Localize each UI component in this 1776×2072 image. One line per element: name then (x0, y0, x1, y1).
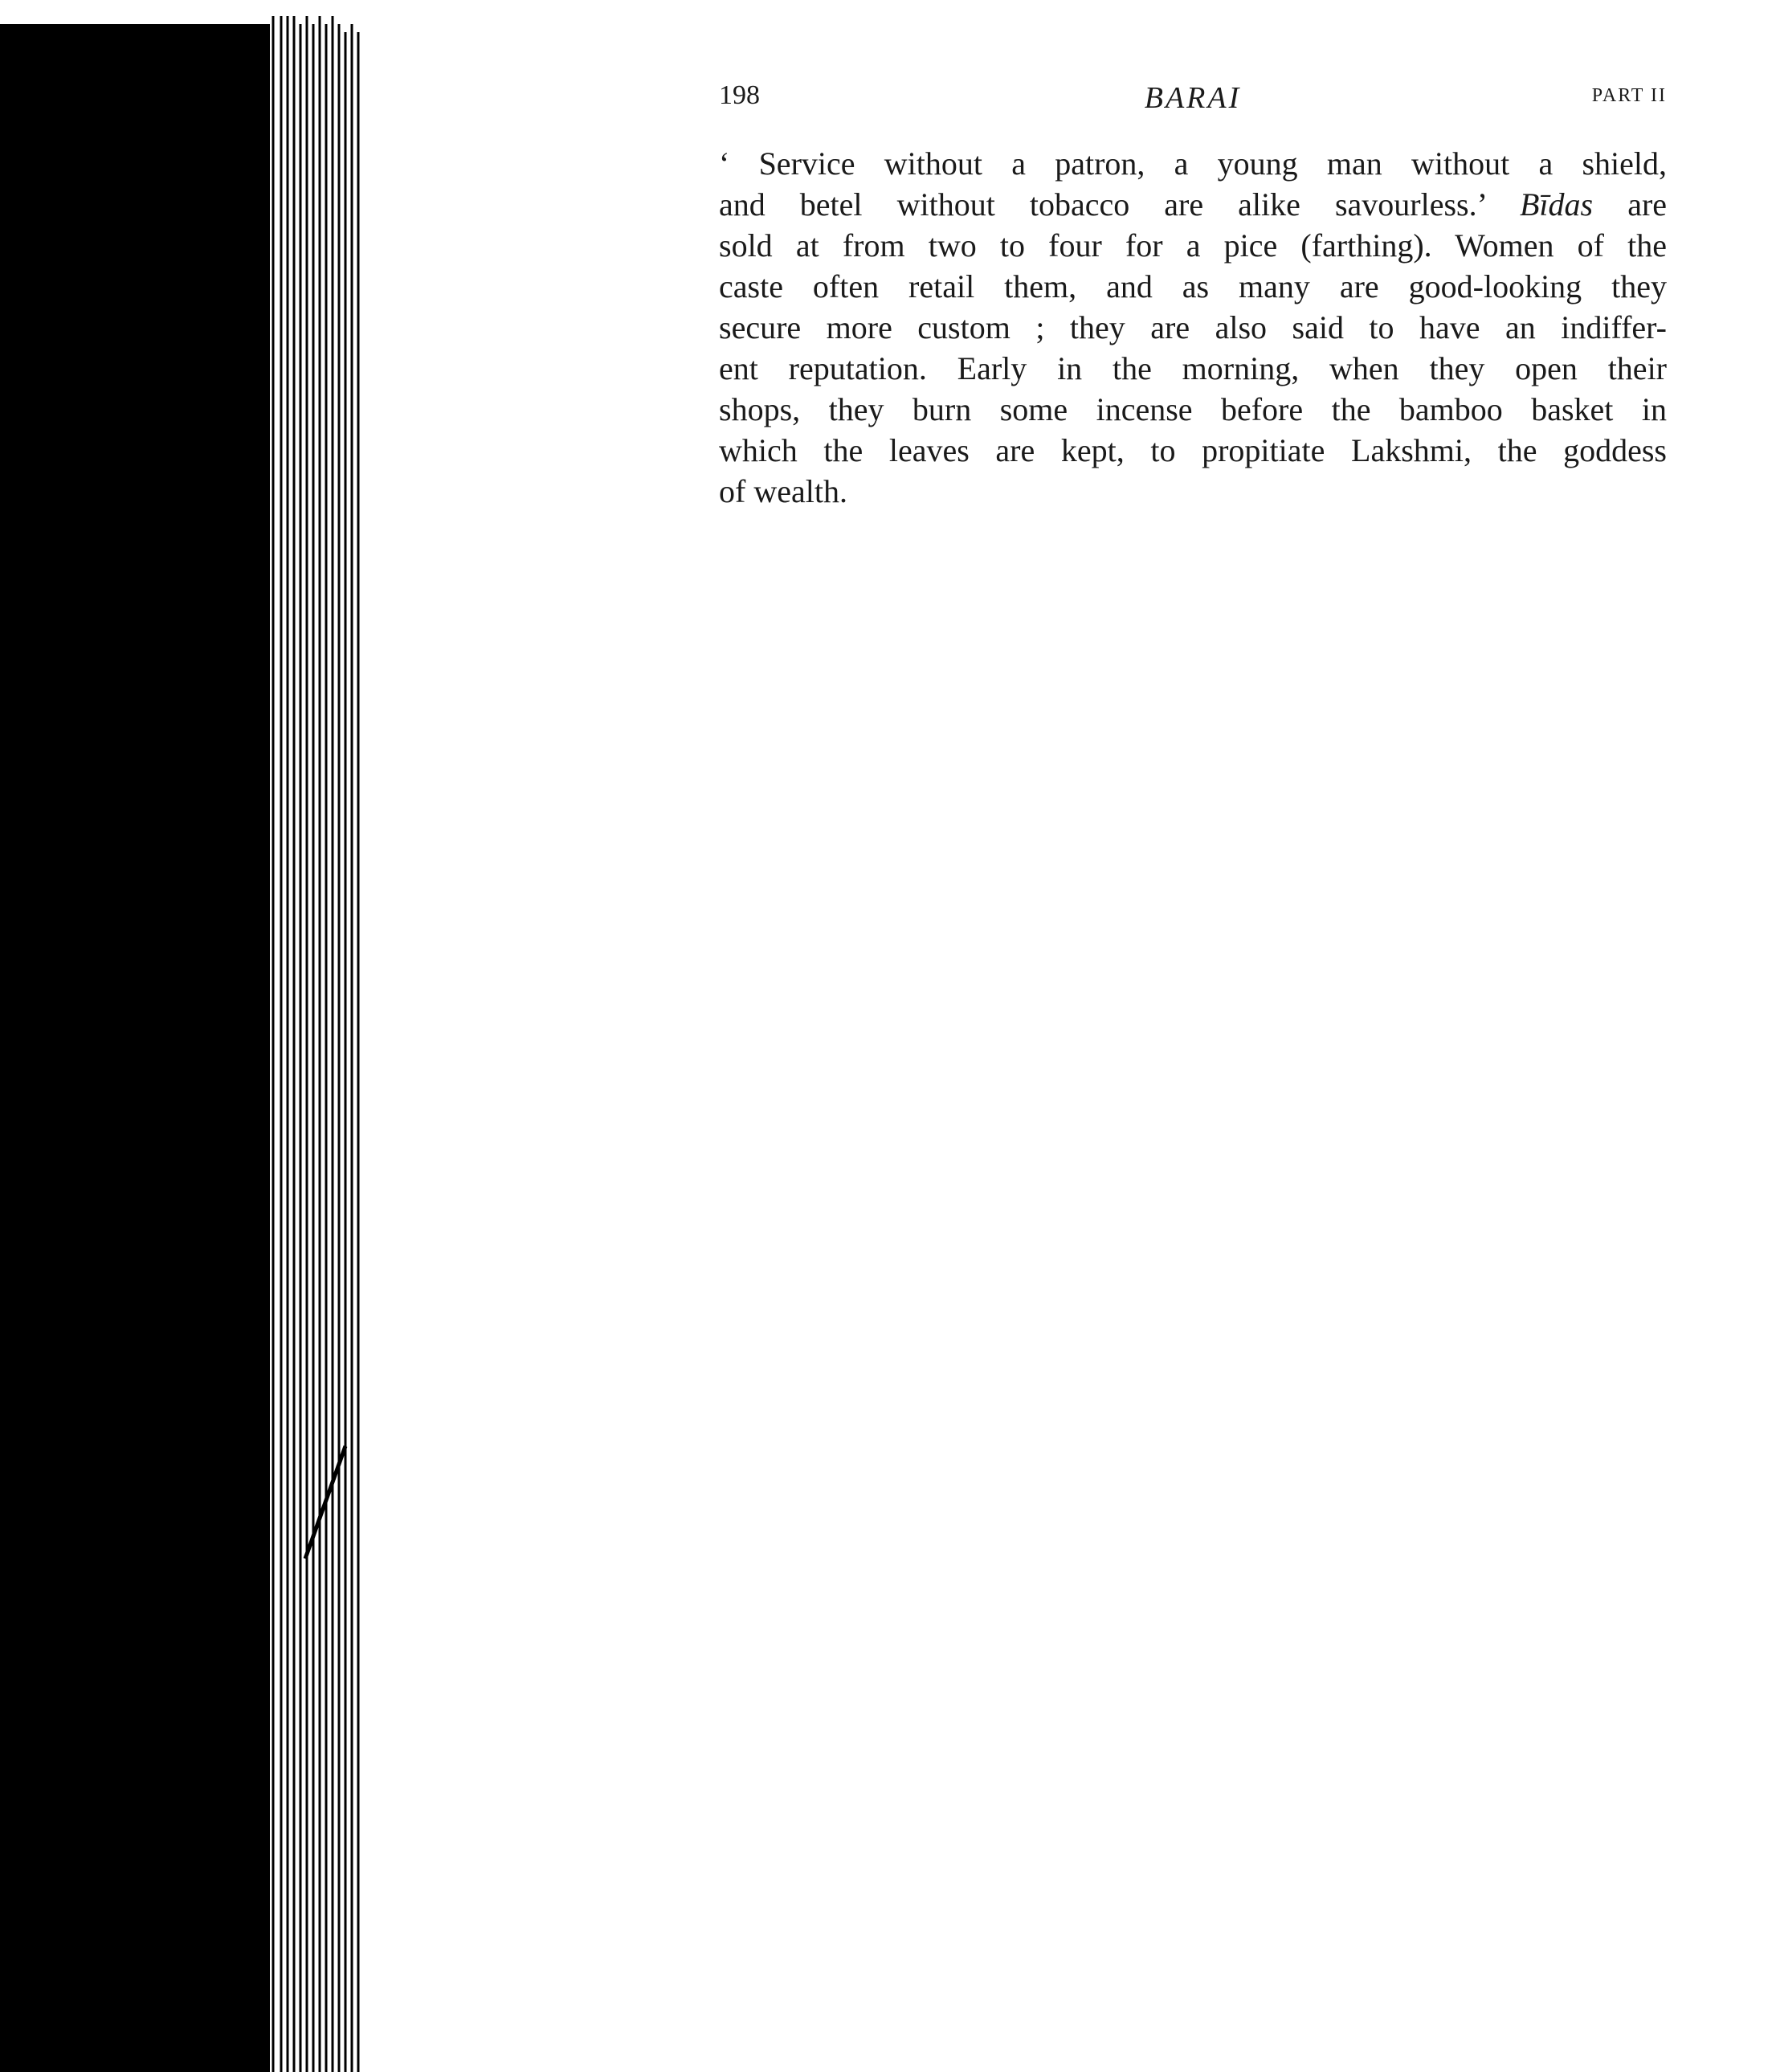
text-line: ‘ Service without a patron, a young man without a shield, (719, 145, 1667, 182)
text-line: which the leaves are kept, to propitiate Lakshmi, the goddess (719, 432, 1667, 468)
running-title: BARAI (1144, 81, 1242, 115)
text-line: sold at from two to four for a pice (farthing). Women of the (719, 227, 1667, 264)
text-fragment: and betel without tobacco are alike savourless.’ (719, 186, 1485, 223)
running-head (719, 80, 1667, 129)
body-paragraph (719, 143, 1667, 512)
text-fragment: are (1627, 186, 1668, 223)
text-line: caste often retail them, and as many are good-looking they (719, 268, 1667, 304)
text-line: of wealth. (719, 473, 847, 509)
text-line: ent reputation. Early in the morning, when they open their (719, 350, 1667, 386)
text-line (719, 184, 1667, 225)
text-line: shops, they burn some incense before the bamboo basket in (719, 391, 1667, 427)
page-edge-shadow (0, 24, 270, 2072)
page-number: 198 (719, 80, 760, 110)
page-edge-lines (257, 16, 378, 2072)
text-line: secure more custom ; they are also said to have an indiffer- (719, 309, 1667, 345)
part-label: PART II (1591, 85, 1667, 106)
italic-term: Bīdas (1520, 186, 1594, 223)
